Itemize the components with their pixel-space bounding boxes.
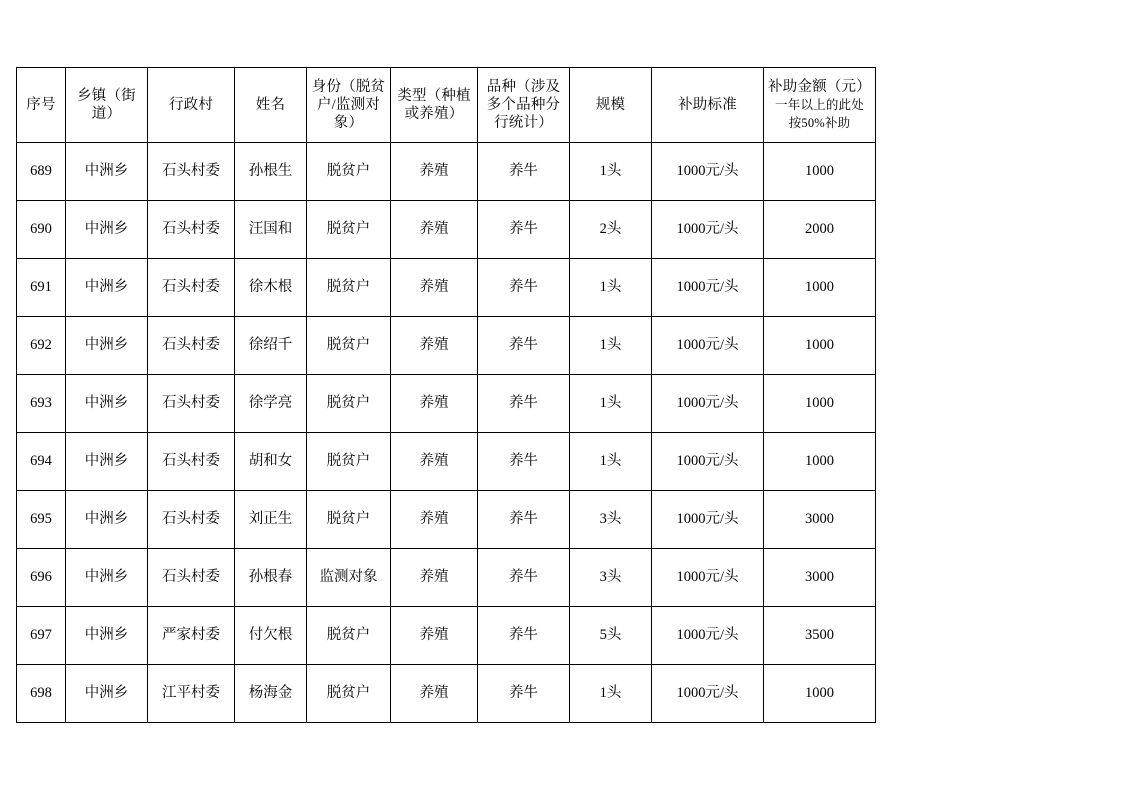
- cell-town: 中洲乡: [66, 201, 148, 259]
- cell-town: 中洲乡: [66, 317, 148, 375]
- table-row: [17, 491, 876, 549]
- cell-no: 694: [17, 433, 66, 491]
- cell-standard: 1000元/头: [652, 491, 764, 549]
- cell-no: 692: [17, 317, 66, 375]
- cell-type: 养殖: [391, 491, 478, 549]
- cell-type: 养殖: [391, 317, 478, 375]
- cell-amount: 3000: [764, 549, 876, 607]
- table-row: [17, 665, 876, 723]
- cell-identity: 脱贫户: [307, 491, 391, 549]
- cell-amount: 1000: [764, 433, 876, 491]
- cell-amount: 1000: [764, 259, 876, 317]
- header-cell-standard: 补助标准: [652, 68, 764, 143]
- cell-type: 养殖: [391, 143, 478, 201]
- cell-no: 690: [17, 201, 66, 259]
- cell-identity: 脱贫户: [307, 259, 391, 317]
- header-cell-identity: 身份（脱贫户/监测对象）: [307, 68, 391, 143]
- cell-type: 养殖: [391, 259, 478, 317]
- cell-variety: 养牛: [478, 317, 570, 375]
- subsidy-table: [16, 67, 876, 723]
- cell-variety: 养牛: [478, 665, 570, 723]
- cell-identity: 脱贫户: [307, 201, 391, 259]
- cell-town: 中洲乡: [66, 433, 148, 491]
- cell-name: 杨海金: [235, 665, 307, 723]
- cell-type: 养殖: [391, 607, 478, 665]
- cell-type: 养殖: [391, 665, 478, 723]
- cell-no: 689: [17, 143, 66, 201]
- cell-scale: 1头: [570, 375, 652, 433]
- cell-town: 中洲乡: [66, 491, 148, 549]
- cell-village: 石头村委: [148, 317, 235, 375]
- table-row: [17, 549, 876, 607]
- cell-village: 石头村委: [148, 549, 235, 607]
- cell-scale: 2头: [570, 201, 652, 259]
- cell-name: 汪国和: [235, 201, 307, 259]
- cell-amount: 1000: [764, 317, 876, 375]
- cell-amount: 1000: [764, 375, 876, 433]
- cell-identity: 脱贫户: [307, 143, 391, 201]
- cell-town: 中洲乡: [66, 665, 148, 723]
- cell-standard: 1000元/头: [652, 607, 764, 665]
- table-row: [17, 317, 876, 375]
- cell-variety: 养牛: [478, 607, 570, 665]
- cell-name: 刘正生: [235, 491, 307, 549]
- header-cell-type: 类型（种植或养殖）: [391, 68, 478, 143]
- cell-standard: 1000元/头: [652, 143, 764, 201]
- cell-scale: 1头: [570, 143, 652, 201]
- cell-standard: 1000元/头: [652, 375, 764, 433]
- header-amount-line1: 补助金额（元）: [768, 78, 871, 95]
- cell-identity: 脱贫户: [307, 317, 391, 375]
- table-row: [17, 143, 876, 201]
- cell-scale: 1头: [570, 433, 652, 491]
- cell-village: 石头村委: [148, 491, 235, 549]
- cell-identity: 脱贫户: [307, 433, 391, 491]
- cell-town: 中洲乡: [66, 259, 148, 317]
- cell-variety: 养牛: [478, 375, 570, 433]
- header-amount-line3: 按50%补助: [788, 116, 851, 131]
- table-row: [17, 375, 876, 433]
- header-cell-amount: [764, 68, 876, 143]
- cell-standard: 1000元/头: [652, 201, 764, 259]
- cell-village: 石头村委: [148, 375, 235, 433]
- cell-town: 中洲乡: [66, 375, 148, 433]
- cell-standard: 1000元/头: [652, 433, 764, 491]
- cell-no: 698: [17, 665, 66, 723]
- cell-no: 693: [17, 375, 66, 433]
- cell-variety: 养牛: [478, 549, 570, 607]
- header-cell-scale: 规模: [570, 68, 652, 143]
- cell-identity: 脱贫户: [307, 607, 391, 665]
- cell-village: 石头村委: [148, 433, 235, 491]
- table-body: [17, 143, 876, 723]
- cell-standard: 1000元/头: [652, 549, 764, 607]
- cell-variety: 养牛: [478, 143, 570, 201]
- spreadsheet-page: [16, 67, 1108, 723]
- cell-scale: 5头: [570, 607, 652, 665]
- cell-amount: 3000: [764, 491, 876, 549]
- cell-village: 石头村委: [148, 143, 235, 201]
- table-header: [17, 68, 876, 143]
- cell-variety: 养牛: [478, 491, 570, 549]
- header-cell-variety: 品种（涉及多个品种分行统计）: [478, 68, 570, 143]
- cell-scale: 3头: [570, 491, 652, 549]
- cell-identity: 脱贫户: [307, 665, 391, 723]
- cell-standard: 1000元/头: [652, 665, 764, 723]
- cell-scale: 1头: [570, 259, 652, 317]
- cell-amount: 3500: [764, 607, 876, 665]
- cell-no: 695: [17, 491, 66, 549]
- cell-no: 691: [17, 259, 66, 317]
- cell-standard: 1000元/头: [652, 317, 764, 375]
- cell-name: 孙根生: [235, 143, 307, 201]
- table-row: [17, 433, 876, 491]
- cell-name: 徐木根: [235, 259, 307, 317]
- cell-type: 养殖: [391, 201, 478, 259]
- cell-town: 中洲乡: [66, 607, 148, 665]
- cell-scale: 1头: [570, 317, 652, 375]
- cell-village: 石头村委: [148, 201, 235, 259]
- cell-variety: 养牛: [478, 259, 570, 317]
- cell-standard: 1000元/头: [652, 259, 764, 317]
- cell-identity: 脱贫户: [307, 375, 391, 433]
- cell-no: 697: [17, 607, 66, 665]
- cell-scale: 1头: [570, 665, 652, 723]
- cell-amount: 1000: [764, 143, 876, 201]
- cell-amount: 1000: [764, 665, 876, 723]
- header-row: [17, 68, 876, 143]
- cell-town: 中洲乡: [66, 143, 148, 201]
- cell-amount: 2000: [764, 201, 876, 259]
- cell-type: 养殖: [391, 549, 478, 607]
- header-cell-no: 序号: [17, 68, 66, 143]
- cell-variety: 养牛: [478, 201, 570, 259]
- cell-type: 养殖: [391, 375, 478, 433]
- cell-variety: 养牛: [478, 433, 570, 491]
- cell-town: 中洲乡: [66, 549, 148, 607]
- cell-type: 养殖: [391, 433, 478, 491]
- cell-name: 徐学亮: [235, 375, 307, 433]
- cell-village: 石头村委: [148, 259, 235, 317]
- header-cell-name: 姓名: [235, 68, 307, 143]
- header-cell-town: 乡镇（街道）: [66, 68, 148, 143]
- cell-no: 696: [17, 549, 66, 607]
- cell-village: 江平村委: [148, 665, 235, 723]
- cell-village: 严家村委: [148, 607, 235, 665]
- table-row: [17, 607, 876, 665]
- table-row: [17, 201, 876, 259]
- cell-name: 付欠根: [235, 607, 307, 665]
- cell-name: 孙根春: [235, 549, 307, 607]
- cell-name: 徐绍千: [235, 317, 307, 375]
- cell-name: 胡和女: [235, 433, 307, 491]
- header-amount-line2: 一年以上的此处: [775, 97, 864, 112]
- cell-scale: 3头: [570, 549, 652, 607]
- header-cell-village: 行政村: [148, 68, 235, 143]
- cell-identity: 监测对象: [307, 549, 391, 607]
- table-row: [17, 259, 876, 317]
